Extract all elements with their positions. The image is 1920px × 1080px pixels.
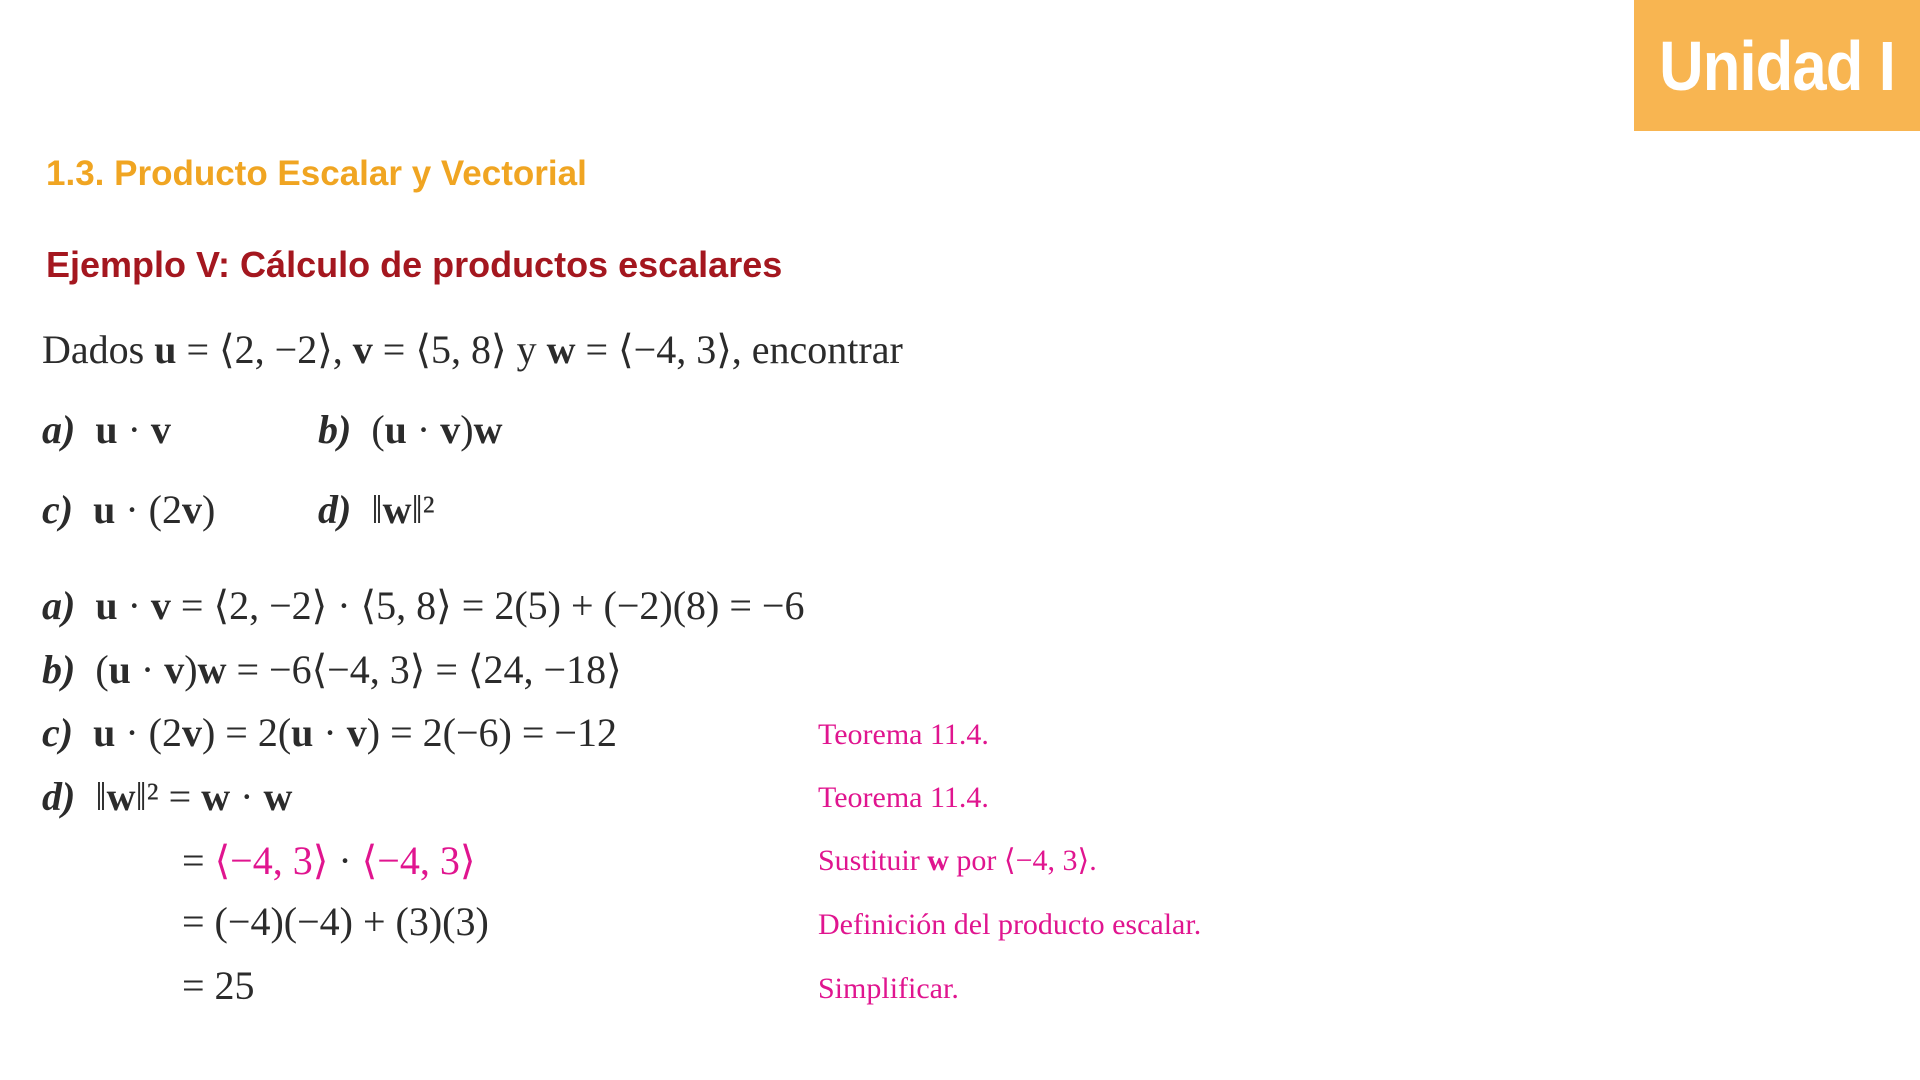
solution-d-step-2: = ⟨−4, 3⟩ · ⟨−4, 3⟩	[182, 838, 476, 883]
solution-c: c) u · (2v) = 2(u · v) = 2(−6) = −12	[42, 710, 617, 755]
note-d-step-3: Definición del producto escalar.	[818, 908, 1202, 941]
part-d: d) ‖w‖²	[318, 487, 435, 532]
solution-d-step-4: = 25	[182, 963, 255, 1008]
part-c: c) u · (2v)	[42, 487, 216, 532]
example-title: Ejemplo V: Cálculo de productos escalares	[46, 244, 783, 285]
part-b: b) (u · v)w	[318, 407, 503, 452]
note-d: Teorema 11.4.	[818, 781, 989, 814]
section-title: 1.3. Producto Escalar y Vectorial	[46, 154, 587, 193]
solution-a: a) u · v = ⟨2, −2⟩ · ⟨5, 8⟩ = 2(5) + (−2)(8) = −6	[42, 583, 805, 628]
note-d-step-2: Sustituir w por ⟨−4, 3⟩.	[818, 844, 1097, 877]
note-d-step-4: Simplificar.	[818, 972, 959, 1005]
problem-statement: Dados u = ⟨2, −2⟩, v = ⟨5, 8⟩ y w = ⟨−4, 3⟩, encontrar	[42, 327, 903, 372]
solution-b: b) (u · v)w = −6⟨−4, 3⟩ = ⟨24, −18⟩	[42, 647, 622, 692]
unit-badge-label: Unidad I	[1659, 26, 1895, 105]
part-a: a) u · v	[42, 407, 171, 452]
solution-d-step-3: = (−4)(−4) + (3)(3)	[182, 899, 489, 944]
solution-d: d) ‖w‖² = w · w	[42, 774, 293, 819]
unit-badge	[1634, 0, 1920, 131]
note-c: Teorema 11.4.	[818, 718, 989, 751]
